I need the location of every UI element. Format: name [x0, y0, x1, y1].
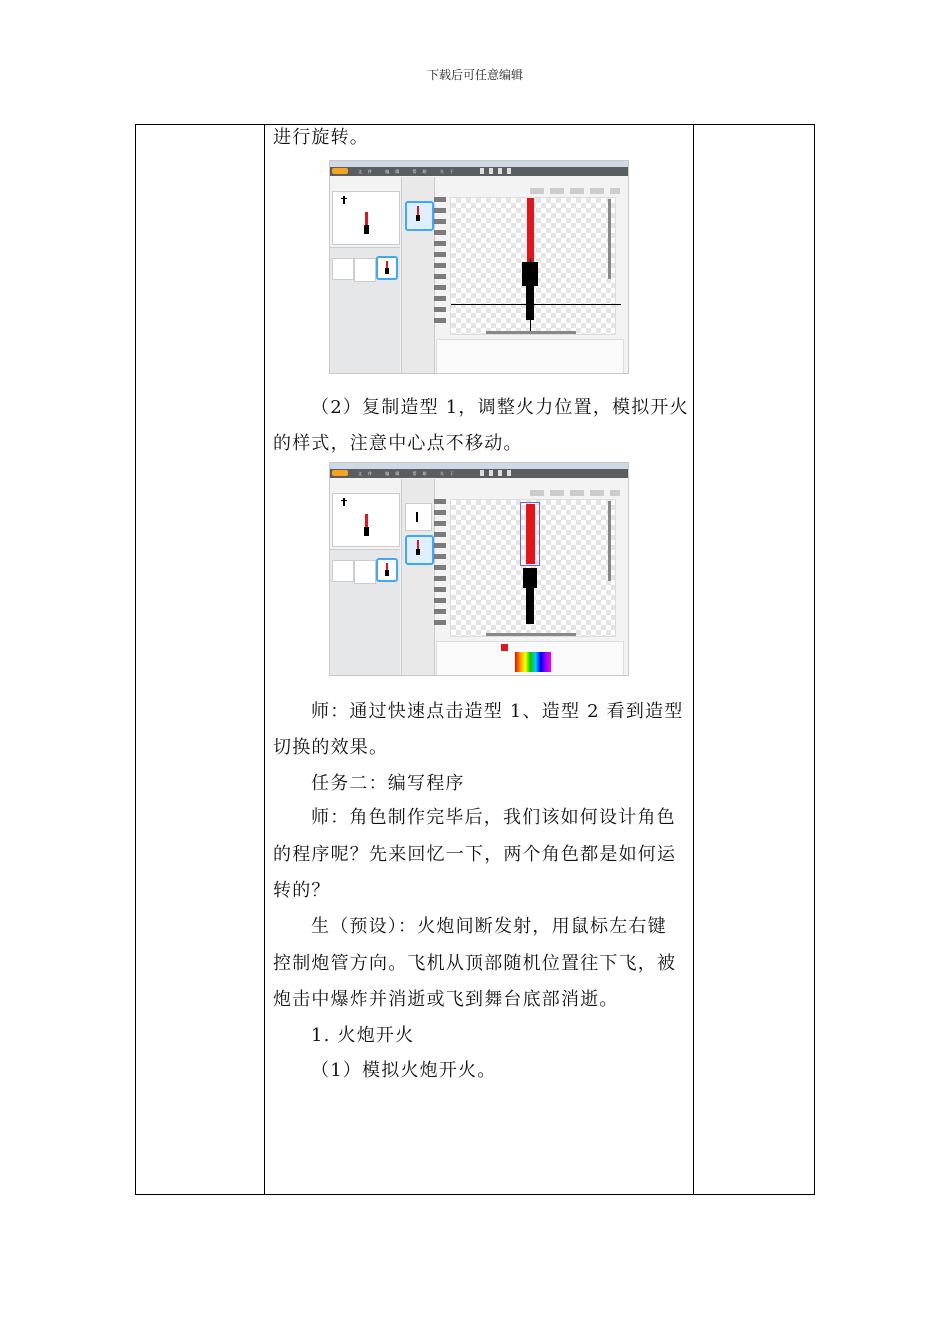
center-crosshair-h	[451, 304, 621, 305]
costume-2	[405, 535, 434, 565]
column-divider-2	[693, 125, 694, 1194]
paragraph-student-1: 生（预设）：火炮间断发射，用鼠标左右键	[311, 916, 667, 937]
toolbar-icons	[480, 470, 516, 476]
color-palette	[515, 652, 551, 672]
paragraph-copy-costume-1: （2）复制造型 1，调整火力位置，模拟开火	[311, 397, 689, 418]
sprite-thumbnail-plane	[354, 560, 376, 584]
costume-1	[405, 201, 434, 231]
costume-list	[401, 177, 435, 374]
stage-thumbnail	[332, 258, 354, 280]
canvas-scrollbar-horizontal	[486, 331, 576, 334]
cannon-base	[526, 588, 534, 624]
paint-options-panel	[436, 339, 624, 374]
paragraph-task-two: 任务二：编写程序	[311, 773, 465, 794]
scratch-logo	[332, 470, 348, 476]
canvas-scrollbar-vertical	[608, 501, 611, 581]
paint-editor-buttons	[530, 490, 620, 496]
scratch-editor-screenshot-2	[329, 462, 629, 676]
paragraph-teacher-design-1: 师：角色制作完毕后，我们该如何设计角色	[311, 807, 676, 828]
sprite-thumbnail-cannon	[376, 256, 398, 280]
paragraph-teacher-switch-2: 切换的效果。	[273, 737, 389, 758]
menu-text: 文件 编辑 帮助 关于	[358, 471, 460, 476]
scratch-editor-screenshot-1	[329, 160, 629, 374]
canvas-scrollbar-horizontal	[486, 633, 576, 636]
sprite-thumbnail-cannon	[376, 558, 398, 582]
center-crosshair-v	[530, 258, 531, 334]
paragraph-section-cannon-fire: 1. 火炮开火	[311, 1025, 415, 1046]
paragraph-copy-costume-2: 的样式，注意中心点不移动。	[273, 433, 523, 454]
menu-text: 文件 编辑 帮助 关于	[358, 169, 460, 174]
toolbar-icons	[480, 168, 516, 174]
stage-preview	[332, 493, 400, 547]
cannon-body	[523, 568, 537, 588]
sprite-pane	[330, 247, 400, 374]
paragraph-student-3: 炮击中爆炸并消逝或飞到舞台底部消逝。	[273, 989, 619, 1010]
canvas-scrollbar-vertical	[608, 199, 611, 279]
paragraph-teacher-switch-1: 师：通过快速点击造型 1、造型 2 看到造型	[311, 701, 684, 722]
paint-options-panel	[436, 641, 624, 676]
paragraph-teacher-design-2: 的程序呢？先来回忆一下，两个角色都是如何运	[273, 844, 677, 865]
paint-canvas	[450, 197, 616, 335]
sprite-thumbnail-plane	[354, 258, 376, 282]
costume-1	[405, 503, 432, 531]
paint-tools	[434, 499, 446, 629]
stage-preview	[332, 191, 400, 245]
current-color	[501, 644, 508, 651]
column-divider-1	[264, 125, 265, 1194]
selection-box	[520, 502, 540, 566]
paint-canvas	[450, 499, 616, 637]
barrel-fire	[527, 198, 534, 262]
sprite-pane	[330, 549, 400, 676]
paragraph-simulate-fire: （1）模拟火炮开火。	[311, 1060, 497, 1081]
page-header: 下载后可任意编辑	[426, 68, 523, 82]
costume-list	[401, 479, 435, 676]
paragraph-student-2: 控制炮管方向。飞机从顶部随机位置往下飞，被	[273, 953, 677, 974]
scratch-logo	[332, 168, 348, 174]
paragraph-rotate: 进行旋转。	[273, 127, 369, 148]
paint-editor-buttons	[530, 188, 620, 194]
paint-tools	[434, 197, 446, 327]
stage-thumbnail	[332, 560, 354, 582]
paragraph-teacher-design-3: 转的？	[273, 880, 331, 901]
